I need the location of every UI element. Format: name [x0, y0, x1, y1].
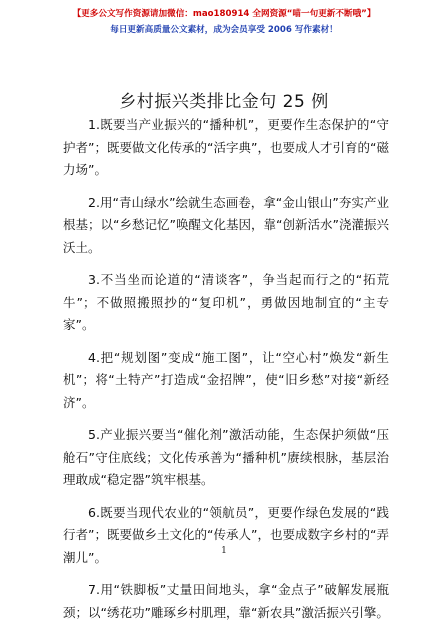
document-body: [63, 114, 389, 634]
banner-promo-line: 【更多公文写作资源请加微信：mao180914 全网资源“喵一句更新不断哦”】: [72, 9, 376, 19]
paragraph-6: 6.既要当现代农业的“领航员”，更要作绿色发展的“践行者”；既要做乡土文化的“传承人”，也要成数字乡村的“弄潮儿”。: [63, 504, 389, 565]
document-title: 乡村振兴类排比金句 25 例: [119, 92, 329, 112]
paragraph-7: 7.用“铁脚板”丈量田间地头，拿“金点子”破解发展瓶颈；以“绣花功”雕琢乡村肌理，靠“新农具”激活振兴引擎。: [63, 582, 389, 620]
paragraph-4: 4.把“规划图”变成“施工图”，让“空心村”焕发“新生机”；将“土特产”打造成“金招牌”，使“旧乡愁”对接“新经济”。: [63, 349, 389, 410]
paragraph-3: 3.不当坐而论道的“清谈客”，争当起而行之的“拓荒牛”；不做照搬照抄的“复印机”，勇做因地制宜的“主专家”。: [63, 272, 389, 332]
banner-membership-line: 每日更新高质量公文素材，成为会员享受 2006 写作素材！: [110, 25, 338, 35]
paragraph-2: 2.用“青山绿水”绘就生态画卷，拿“金山银山”夯实产业根基；以“乡愁记忆”唤醒文化基因，靠“创新活水”浇灌振兴沃土。: [63, 194, 389, 255]
header-banner: [0, 6, 448, 38]
paragraph-5: 5.产业振兴要当“催化剂”激活动能，生态保护须做“压舱石”守住底线；文化传承善为“播种机”赓续根脉，基层治理敢成“稳定器”筑牢根基。: [63, 427, 389, 487]
paragraph-1: 1.既要当产业振兴的“播种机”，更要作生态保护的“守护者”；既要做文化传承的“活字典”，也要成人才引育的“磁力场”。: [63, 117, 389, 177]
page-number: 1: [221, 546, 227, 556]
